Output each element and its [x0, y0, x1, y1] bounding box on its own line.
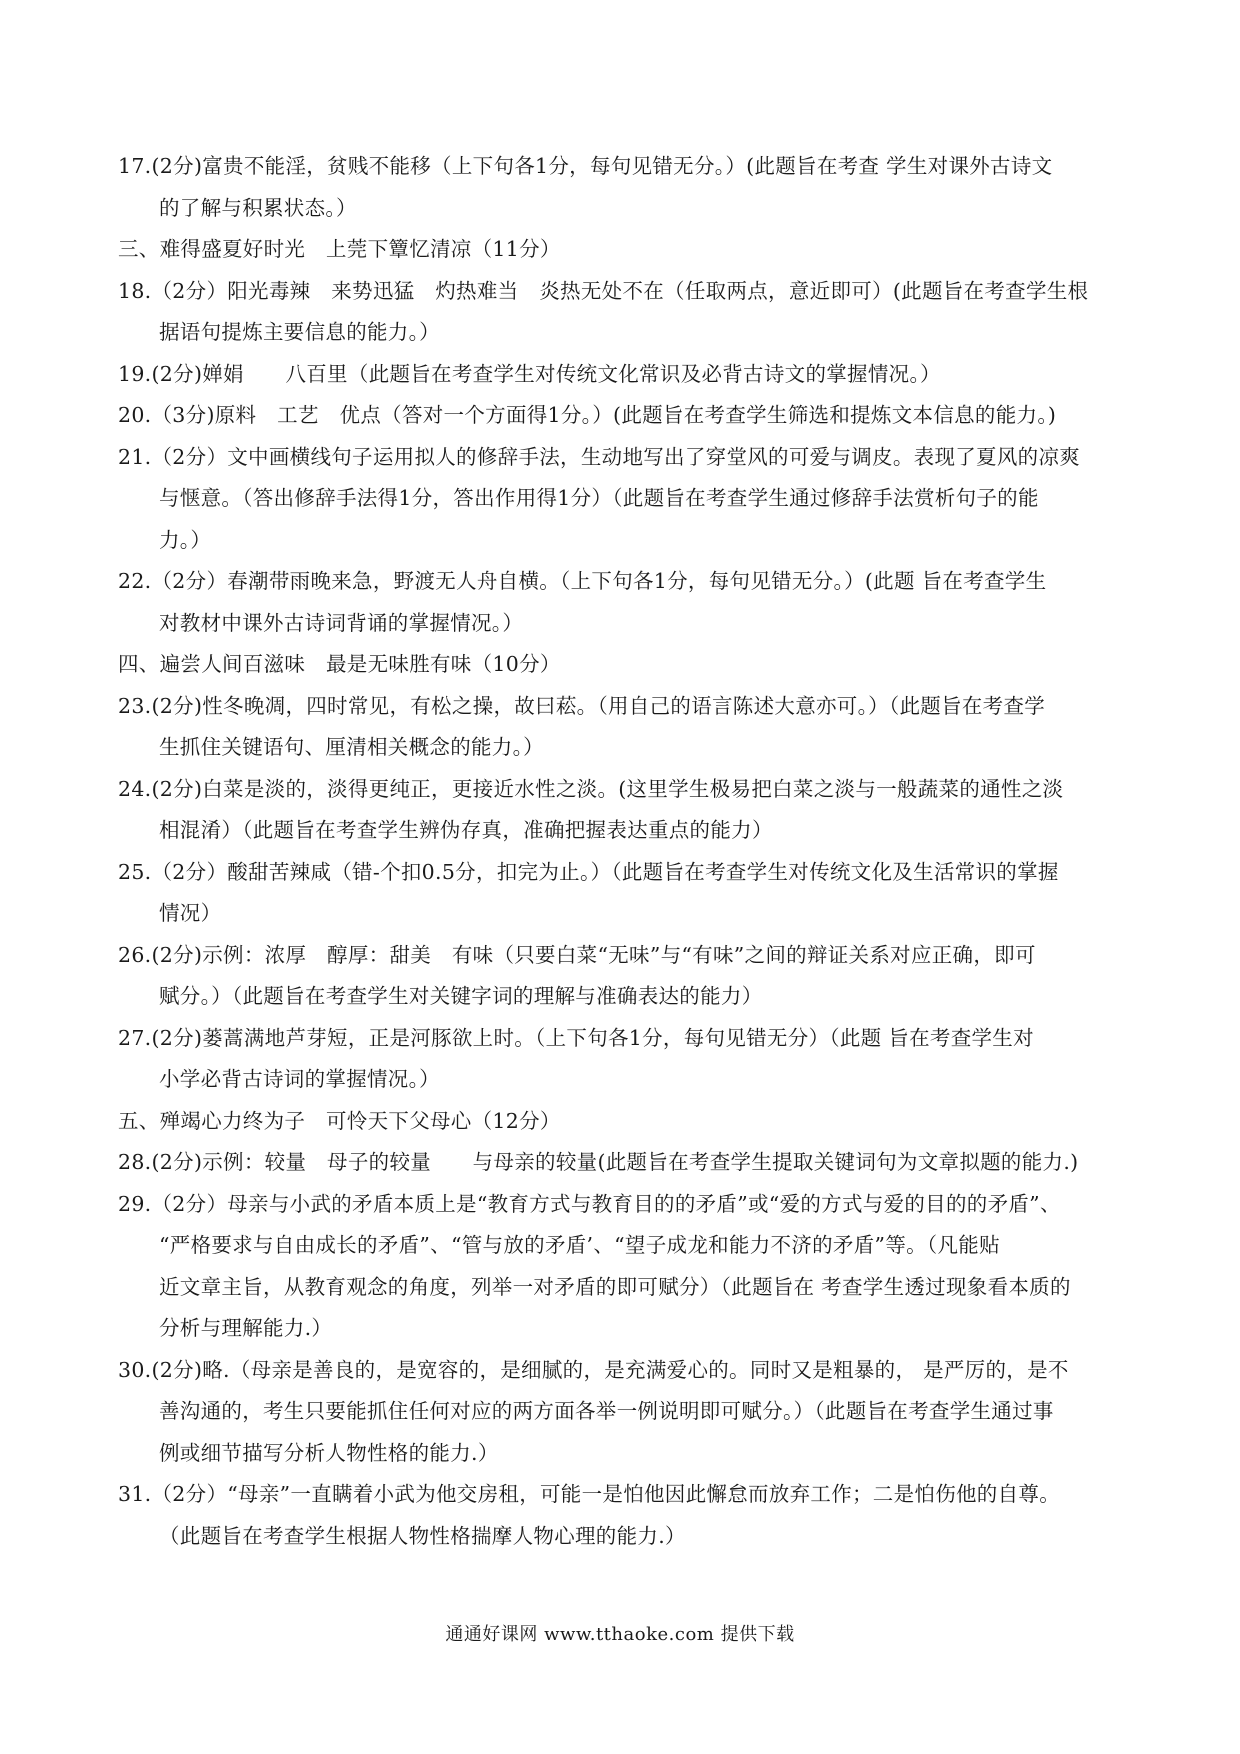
answer-line: 31.（2分）“母亲”一直瞒着小武为他交房租，可能一是怕他因此懈怠而放弃工作；二是怕伤他的自尊。 — [118, 1482, 1061, 1506]
answer-continuation-line: 善沟通的，考生只要能抓住任何对应的两方面各举一例说明即可赋分。）（此题旨在考查学生通过事 — [159, 1399, 1054, 1423]
answer-continuation-line: 例或细节描写分析人物性格的能力.） — [159, 1440, 499, 1465]
answer-line: 27.(2分)蒌蒿满地芦芽短，正是河豚欲上时。（上下句各1分，每句见错无分）（此题 旨在考查学生对 — [118, 1025, 1034, 1050]
page-footer: 通通好课网 www.tthaoke.com 提供下载 — [445, 1624, 795, 1645]
answer-continuation-line: 对教材中课外古诗词背诵的掌握情况。） — [159, 610, 524, 635]
answer-continuation-line: 与惬意。（答出修辞手法得1分，答出作用得1分）（此题旨在考查学生通过修辞手法赏析句子的能 — [159, 486, 1039, 510]
answer-continuation-line: 分析与理解能力.） — [159, 1316, 333, 1340]
answer-line: 30.(2分)略.（母亲是善良的，是宽容的，是细腻的，是充满爱心的。同时又是粗暴的， 是严厉的，是不 — [118, 1357, 1069, 1382]
answer-continuation-line: 情况） — [159, 901, 222, 925]
answer-continuation-line: 赋分。）（此题旨在考查学生对关键字词的理解与准确表达的能力） — [159, 984, 763, 1008]
answer-continuation-line: 相混淆）（此题旨在考查学生辨伪存真，准确把握表达重点的能力） — [159, 818, 773, 842]
answer-line: 18.（2分）阳光毒辣 来势迅猛 灼热难当 炎热无处不在（任取两点，意近即可）(此题旨在考查学生根 — [118, 278, 1089, 303]
answer-continuation-line: 小学必背古诗词的掌握情况。） — [159, 1067, 440, 1091]
answer-line: 24.(2分)白菜是淡的，淡得更纯正，更接近水性之淡。(这里学生极易把白菜之淡与一般蔬菜的通性之淡 — [118, 776, 1064, 801]
answer-line: 25.（2分）酸甜苦辣咸（错-个扣0.5分，扣完为止。）（此题旨在考查学生对传统文化及生活常识的掌握 — [118, 859, 1059, 884]
answer-line: 22.（2分）春潮带雨晚来急，野渡无人舟自横。（上下句各1分，每句见错无分。）(此题 旨在考查学生 — [118, 569, 1047, 593]
answer-continuation-line: 的了解与积累状态。） — [159, 195, 357, 220]
answer-key-body — [118, 146, 1128, 1557]
answer-line: 20.（3分)原料 工艺 优点（答对一个方面得1分。）(此题旨在考查学生筛选和提炼文本信息的能力。) — [118, 403, 1057, 427]
answer-line: 29.（2分）母亲与小武的矛盾本质上是“教育方式与教育目的的矛盾”或“爱的方式与爱的目的的矛盾”、 — [118, 1191, 1061, 1216]
answer-line: 23.(2分)性冬晚凋，四时常见，有松之操，故曰菘。（用自己的语言陈述大意亦可。）（此题旨在考查学 — [118, 693, 1046, 718]
answer-line: 17.(2分)富贵不能淫，贫贱不能移（上下句各1分，每句见错无分。）(此题旨在考查 学生对课外古诗文 — [118, 154, 1053, 178]
answer-line: 26.(2分)示例：浓厚 醇厚：甜美 有味（只要白菜“无味”与“有味”之间的辩证关系对应正确，即可 — [118, 942, 1036, 967]
answer-line: 28.(2分)示例：较量 母子的较量 与母亲的较量(此题旨在考查学生提取关键词句为文章拟题的能力.) — [118, 1150, 1079, 1174]
answer-line: 19.(2分)婵娟 八百里（此题旨在考查学生对传统文化常识及必背古诗文的掌握情况。） — [118, 361, 941, 386]
answer-continuation-line: 据语句提炼主要信息的能力。） — [159, 320, 440, 344]
answer-line: 五、殚竭心力终为子 可怜天下父母心（12分） — [118, 1108, 561, 1133]
answer-line: 四、遍尝人间百滋味 最是无味胜有味（10分） — [118, 652, 561, 676]
answer-line: 三、难得盛夏好时光 上莞下簟忆清凉（11分） — [118, 237, 561, 261]
answer-continuation-line: 力。） — [159, 527, 212, 552]
answer-continuation-line: 生抓住关键语句、厘清相关概念的能力。） — [159, 735, 544, 759]
answer-continuation-line: “严格要求与自由成长的矛盾”、“管与放的矛盾’、“望子成龙和能力不济的矛盾”等。（凡能贴 — [159, 1233, 1000, 1257]
answer-continuation-line: （此题旨在考查学生根据人物性格揣摩人物心理的能力.） — [159, 1523, 686, 1548]
answer-line: 21.（2分）文中画横线句子运用拟人的修辞手法，生动地写出了穿堂风的可爱与调皮。表现了夏风的凉爽 — [118, 444, 1081, 469]
answer-continuation-line: 近文章主旨，从教育观念的角度，列举一对矛盾的即可赋分）（此题旨在 考查学生透过现象看本质的 — [159, 1274, 1071, 1299]
